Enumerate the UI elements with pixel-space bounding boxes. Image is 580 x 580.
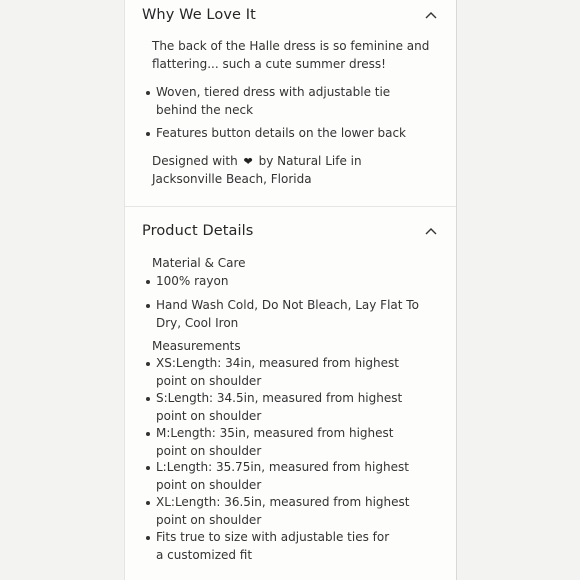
bullet-icon (146, 304, 150, 308)
section-title: Product Details (142, 223, 254, 239)
measurements-heading: Measurements (152, 339, 241, 353)
list-item: S:Length: 34.5in, measured from highest point on shoulder (156, 390, 426, 425)
why-we-love-it-header[interactable] (142, 0, 438, 30)
list-item: Hand Wash Cold, Do Not Bleach, Lay Flat To Dry, Cool Iron (156, 297, 421, 332)
bullet-icon (146, 397, 150, 401)
intro-text: The back of the Halle dress is so feminine and flattering... such a cute summer dress! (152, 39, 430, 71)
bullet-icon (146, 432, 150, 436)
bullet-icon (146, 466, 150, 470)
list-item: 100% rayon (156, 273, 426, 291)
list-item: XL:Length: 36.5in, measured from highest point on shoulder (156, 494, 426, 529)
chevron-up-icon[interactable] (424, 226, 438, 236)
bullet-icon (146, 536, 150, 540)
product-info-panel (124, 0, 457, 580)
heart-icon: ❤ (243, 155, 253, 168)
list-item: L:Length: 35.75in, measured from highest point on shoulder (156, 459, 426, 494)
list-item: Fits true to size with adjustable ties for a customized fit (156, 529, 396, 564)
product-details-header[interactable] (142, 216, 438, 246)
list-item: XS:Length: 34in, measured from highest point on shoulder (156, 355, 426, 390)
bullet-icon (146, 91, 150, 95)
list-item: M:Length: 35in, measured from highest point on shoulder (156, 425, 426, 460)
bullet-icon (146, 501, 150, 505)
section-title: Why We Love It (142, 7, 256, 23)
product-details-section (125, 206, 456, 562)
material-care-heading: Material & Care (152, 256, 246, 270)
chevron-up-icon[interactable] (424, 10, 438, 20)
bullet-icon (146, 362, 150, 366)
designed-with-text: Designed with ❤ by Natural Life in Jacksonville Beach, Florida (152, 154, 362, 186)
list-item: Woven, tiered dress with adjustable tie behind the neck (156, 84, 426, 119)
list-item: Features button details on the lower back (156, 125, 426, 143)
bullet-icon (146, 280, 150, 284)
bullet-icon (146, 132, 150, 136)
